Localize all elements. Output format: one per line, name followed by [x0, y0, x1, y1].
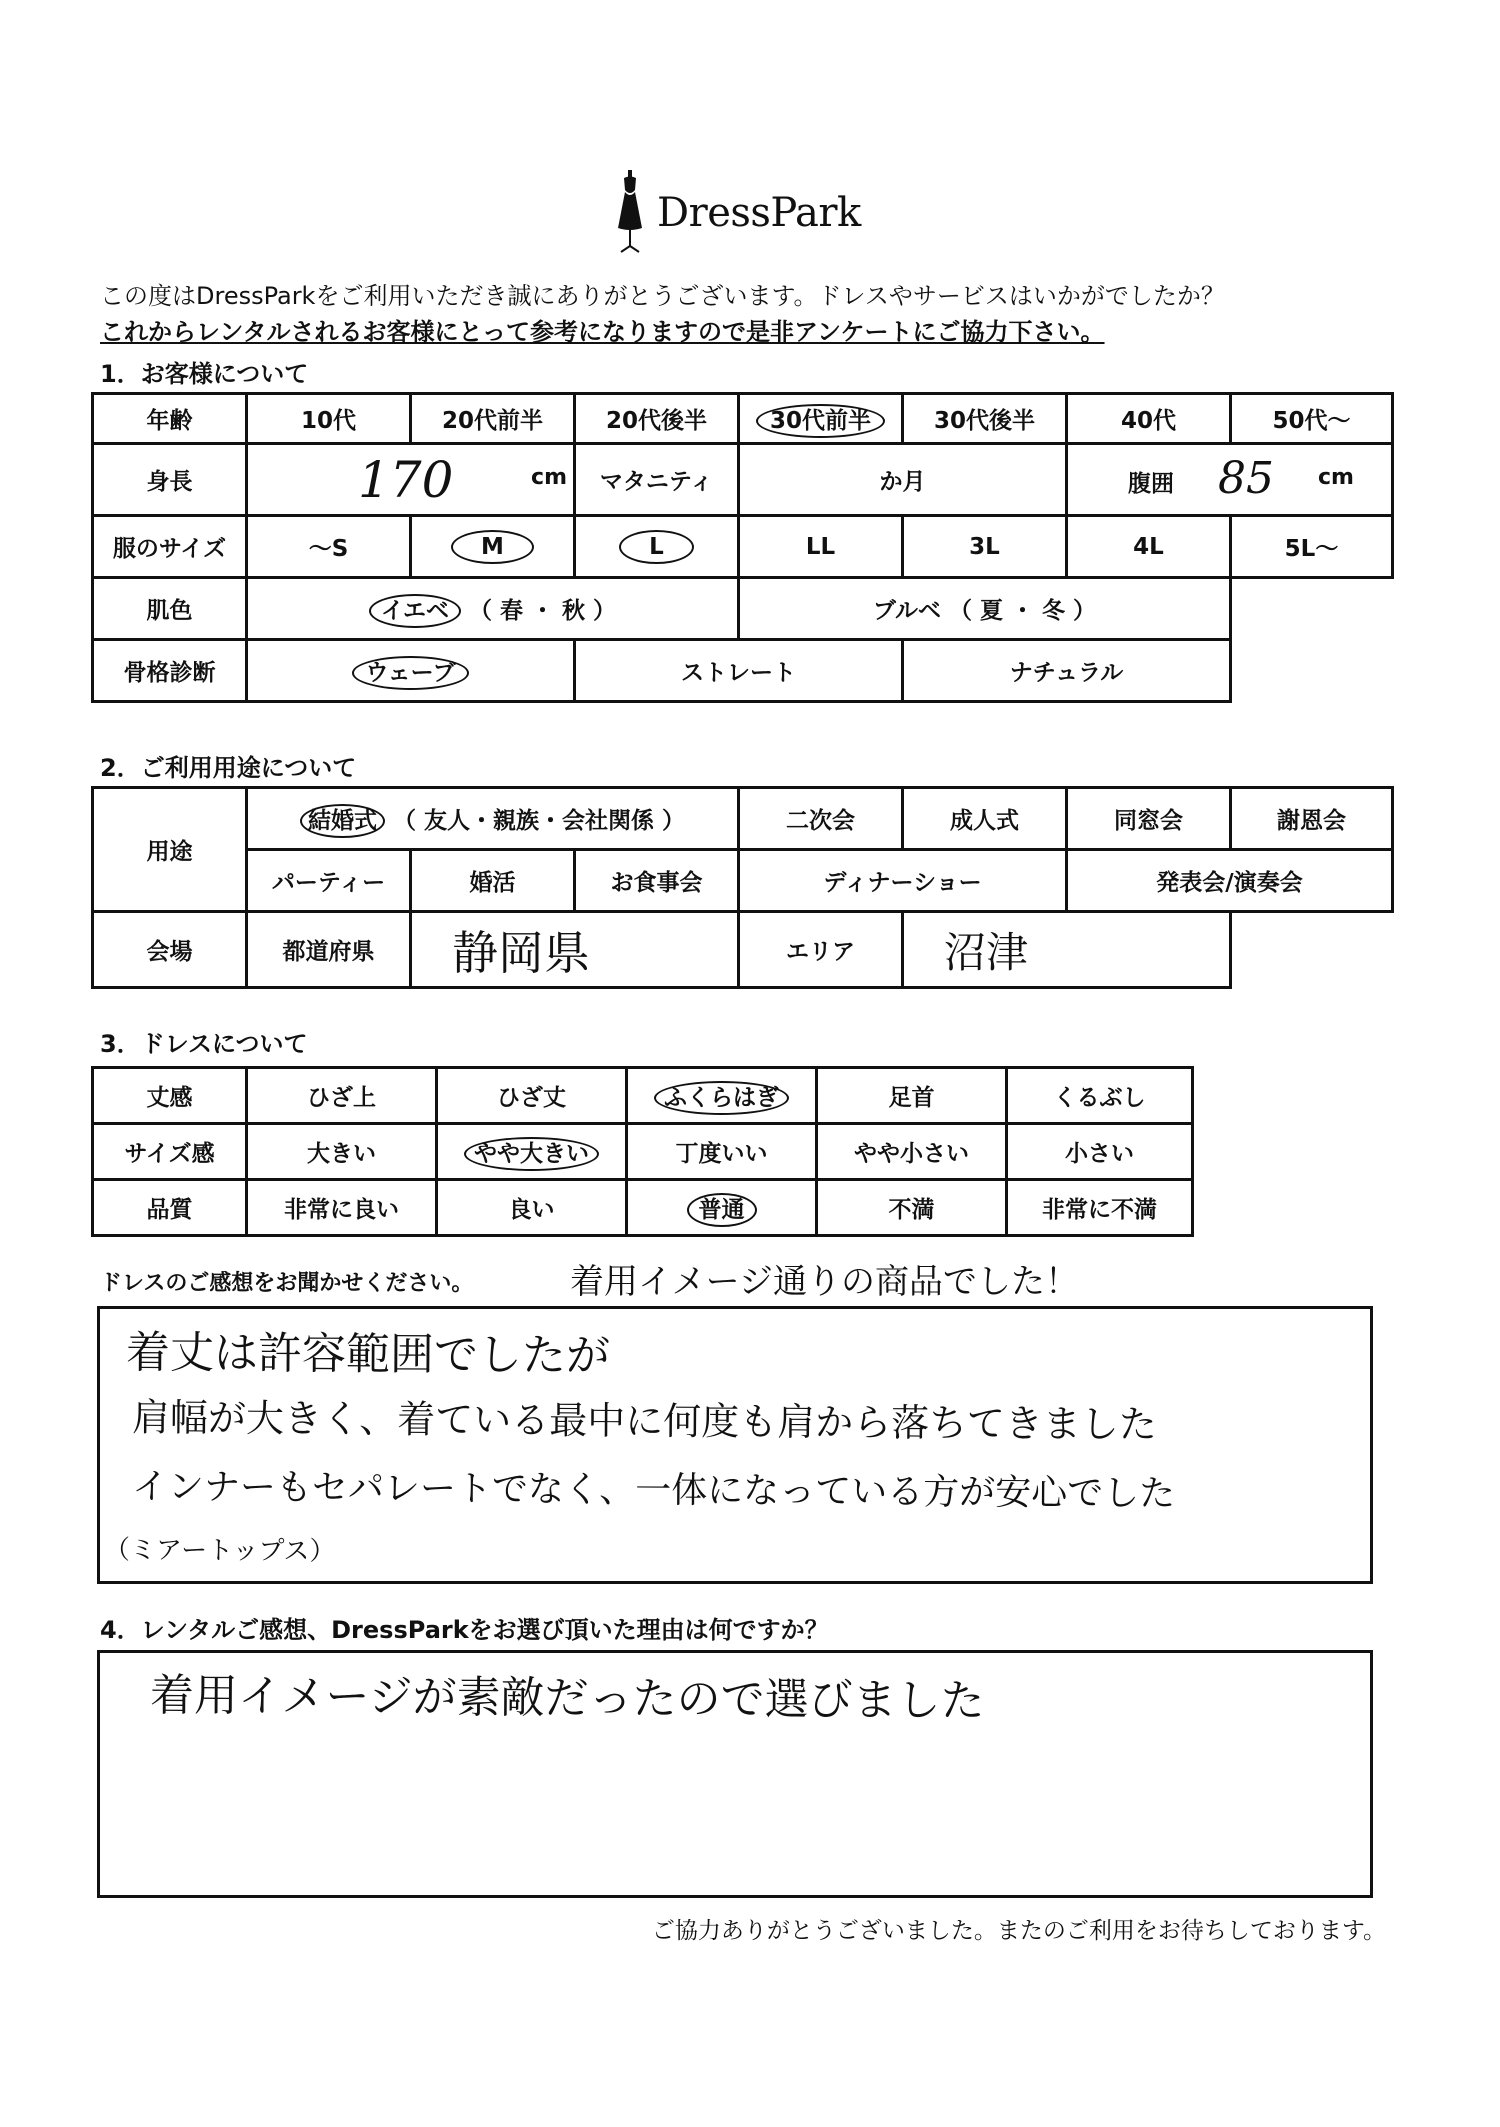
- use-option[interactable]: 発表会/演奏会: [1067, 850, 1393, 912]
- skin-blue-seasons: （ 夏 ・ 冬 ）: [949, 598, 1097, 624]
- frame-label: 骨格診断: [93, 640, 247, 702]
- skin-yellow-selected: イエベ: [369, 594, 461, 628]
- logo-text: DressPark: [657, 190, 861, 236]
- height-cell[interactable]: [247, 444, 575, 516]
- wedding-selected: 結婚式: [300, 804, 385, 838]
- area-field[interactable]: [903, 912, 1231, 988]
- prefecture-value: 静岡県: [452, 925, 590, 980]
- height-label: 身長: [93, 444, 247, 516]
- use-option[interactable]: お食事会: [575, 850, 739, 912]
- maternity-label: マタニティ: [575, 444, 739, 516]
- fit-option[interactable]: 丁度いい: [627, 1124, 817, 1180]
- length-option-selected[interactable]: [627, 1068, 817, 1124]
- maternity-months[interactable]: か月: [739, 444, 1067, 516]
- length-option[interactable]: 足首: [817, 1068, 1007, 1124]
- waist-label: 腹囲: [1128, 471, 1174, 497]
- fit-row: [93, 1124, 1193, 1180]
- section-3-title: 3．ドレスについて: [100, 1030, 308, 1058]
- size-selected-m: M: [451, 530, 534, 564]
- section-2-title: 2．ご利用用途について: [100, 754, 357, 782]
- use-option[interactable]: 婚活: [411, 850, 575, 912]
- skin-yellow-seasons: （ 春 ・ 秋 ）: [469, 598, 617, 624]
- use-option[interactable]: 成人式: [903, 788, 1067, 850]
- use-option[interactable]: 同窓会: [1067, 788, 1231, 850]
- size-label: 服のサイズ: [93, 516, 247, 578]
- intro-line-1: この度はDressParkをご利用いただき誠にありがとうございます。ドレスやサービスはいかがでしたか？: [100, 282, 1225, 310]
- use-option[interactable]: 二次会: [739, 788, 903, 850]
- skin-blue[interactable]: [739, 578, 1231, 640]
- waist-unit: cm: [1318, 465, 1354, 490]
- frame-selected-wave: ウェーブ: [352, 656, 470, 690]
- length-option[interactable]: ひざ上: [247, 1068, 437, 1124]
- section-4-title: 4．レンタルご感想、DressParkをお選び頂いた理由は何ですか？: [100, 1616, 829, 1644]
- impression-prompt: ドレスのご感想をお聞かせください。: [100, 1271, 474, 1296]
- quality-option-selected[interactable]: [627, 1180, 817, 1236]
- use-option[interactable]: 謝恩会: [1231, 788, 1393, 850]
- customer-table: [91, 392, 1394, 703]
- size-option[interactable]: 4L: [1067, 516, 1231, 578]
- use-option[interactable]: パーティー: [247, 850, 411, 912]
- fit-selected-slightly-large: やや大きい: [464, 1137, 599, 1171]
- frame-option[interactable]: ストレート: [575, 640, 903, 702]
- quality-option[interactable]: 良い: [437, 1180, 627, 1236]
- prefecture-field[interactable]: [411, 912, 739, 988]
- age-row: [93, 394, 1393, 444]
- prefecture-label: 都道府県: [247, 912, 411, 988]
- quality-selected-normal: 普通: [687, 1193, 757, 1227]
- waist-cell[interactable]: [1067, 444, 1393, 516]
- size-option-selected[interactable]: [575, 516, 739, 578]
- height-value: 170: [358, 451, 454, 509]
- usage-table: [91, 786, 1394, 989]
- height-row: [93, 444, 1393, 516]
- impression-line-1: 着丈は許容範囲でしたが: [125, 1327, 611, 1382]
- age-option[interactable]: 30代後半: [903, 394, 1067, 444]
- fit-label: サイズ感: [93, 1124, 247, 1180]
- age-option[interactable]: 40代: [1067, 394, 1231, 444]
- size-option[interactable]: LL: [739, 516, 903, 578]
- area-value: 沼津: [944, 927, 1029, 977]
- frame-row: [93, 640, 1393, 702]
- dress-table: [91, 1066, 1194, 1237]
- length-option[interactable]: くるぶし: [1007, 1068, 1193, 1124]
- impression-line-2: 肩幅が大きく、着ている最中に何度も肩から落ちてきました: [131, 1395, 1157, 1447]
- reason-answer: 着用イメージが素敵だったので選びました: [149, 1670, 985, 1727]
- intro-line-2: これからレンタルされるお客様にとって参考になりますので是非アンケートにご協力下さい。: [100, 318, 1105, 346]
- quality-option[interactable]: 非常に良い: [247, 1180, 437, 1236]
- skin-row: [93, 578, 1393, 640]
- area-label: エリア: [739, 912, 903, 988]
- section-1-title: 1．お客様について: [100, 360, 309, 388]
- dresspark-logo: [615, 168, 861, 258]
- size-row: [93, 516, 1393, 578]
- usage-row-2: [93, 850, 1393, 912]
- age-option[interactable]: 50代～: [1231, 394, 1393, 444]
- waist-value: 85: [1218, 453, 1274, 504]
- frame-option-selected[interactable]: [247, 640, 575, 702]
- length-label: 丈感: [93, 1068, 247, 1124]
- fit-option[interactable]: 小さい: [1007, 1124, 1193, 1180]
- skin-label: 肌色: [93, 578, 247, 640]
- fit-option[interactable]: やや小さい: [817, 1124, 1007, 1180]
- length-selected-calf: ふくらはぎ: [654, 1081, 789, 1115]
- age-option[interactable]: 20代後半: [575, 394, 739, 444]
- use-option[interactable]: ディナーショー: [739, 850, 1067, 912]
- venue-label: 会場: [93, 912, 247, 988]
- impression-line-3: インナーもセパレートでなく、一体になっている方が安心でした: [131, 1466, 1176, 1515]
- impression-inline-answer: 着用イメージ通りの商品でした！: [570, 1262, 1079, 1302]
- size-option[interactable]: 5L～: [1231, 516, 1393, 578]
- skin-yellow[interactable]: [247, 578, 739, 640]
- frame-option[interactable]: ナチュラル: [903, 640, 1231, 702]
- venue-row: [93, 912, 1393, 988]
- impression-line-4: （ミアートップス）: [103, 1535, 336, 1567]
- quality-label: 品質: [93, 1180, 247, 1236]
- size-option[interactable]: 3L: [903, 516, 1067, 578]
- size-option[interactable]: ～S: [247, 516, 411, 578]
- age-label: 年齢: [93, 394, 247, 444]
- age-option-selected[interactable]: [739, 394, 903, 444]
- wedding-relations: （ 友人・親族・会社関係 ）: [393, 808, 686, 834]
- quality-row: [93, 1180, 1193, 1236]
- fit-option[interactable]: 大きい: [247, 1124, 437, 1180]
- height-unit: cm: [531, 465, 567, 490]
- fit-option-selected[interactable]: [437, 1124, 627, 1180]
- size-option-selected[interactable]: [411, 516, 575, 578]
- age-selected-label: 30代前半: [756, 404, 885, 438]
- quality-option[interactable]: 不満: [817, 1180, 1007, 1236]
- wedding-option[interactable]: [247, 788, 739, 850]
- footer-thanks: ご協力ありがとうございました。またのご利用をお待ちしております。: [651, 1918, 1386, 1944]
- length-option[interactable]: ひざ丈: [437, 1068, 627, 1124]
- age-option[interactable]: 20代前半: [411, 394, 575, 444]
- skin-blue-label: ブルベ: [872, 598, 942, 624]
- size-selected-l: L: [619, 530, 694, 564]
- use-label: 用途: [93, 788, 247, 912]
- quality-option[interactable]: 非常に不満: [1007, 1180, 1193, 1236]
- age-option[interactable]: 10代: [247, 394, 411, 444]
- dress-form-icon: [615, 170, 645, 256]
- length-row: [93, 1068, 1193, 1124]
- usage-row-1: [93, 788, 1393, 850]
